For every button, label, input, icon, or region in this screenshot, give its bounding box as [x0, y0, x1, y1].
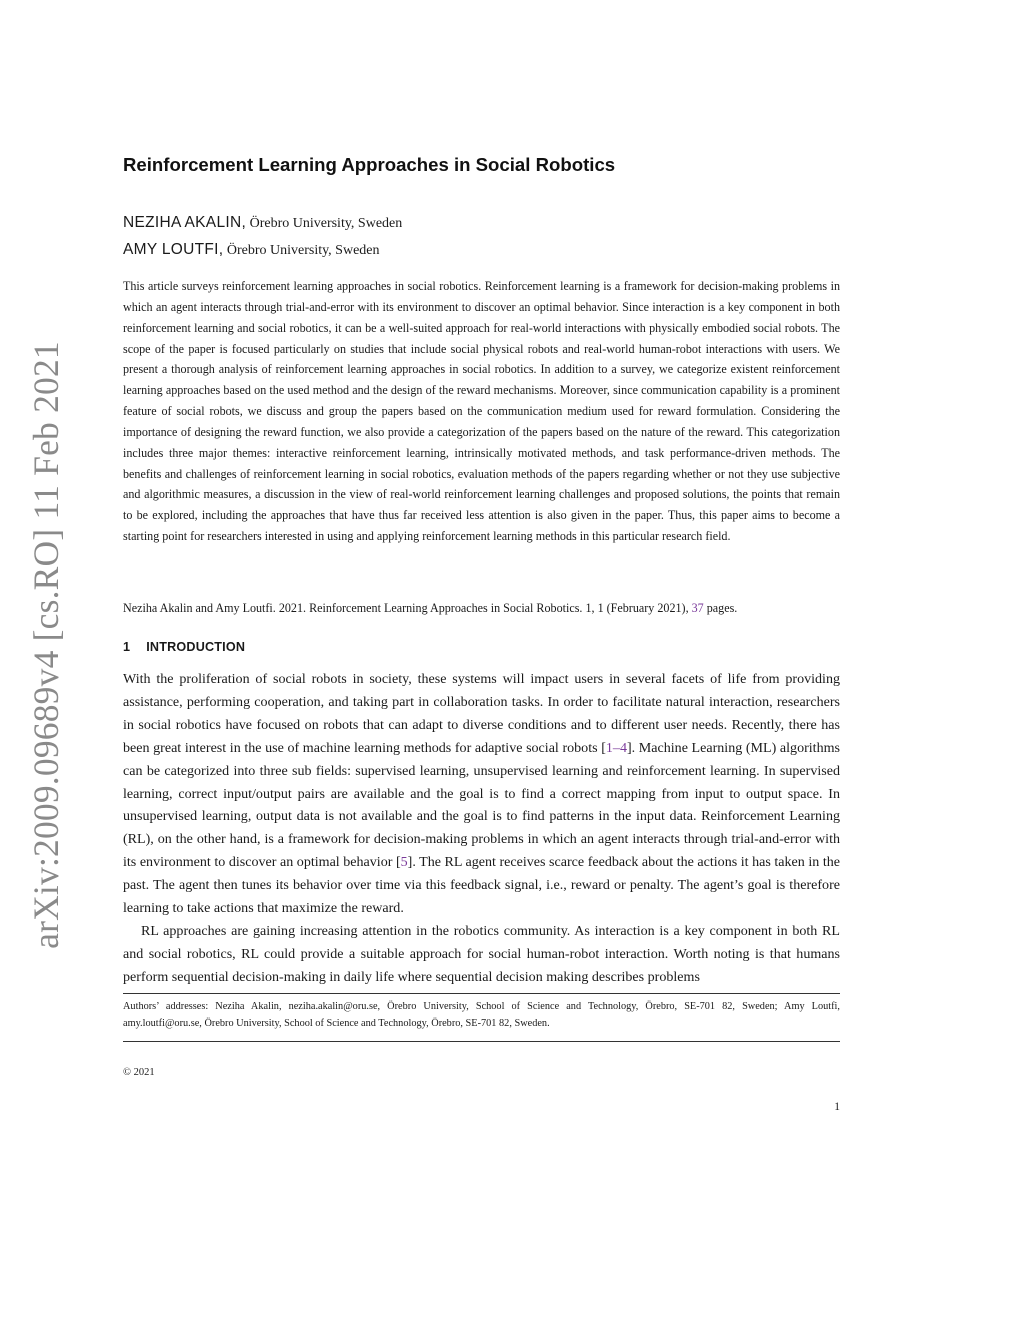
- paragraph-text: ]. Machine Learning (ML) algorithms can be categorized into three sub fields: supervised learning, unsupervised learning and reinforcement learning. In supervised learning, correct input/output pairs are available and the goal is to find a correct mapping from input to output space. In unsupervised learning, output data is not available and the goal is to find patterns in the input data. Reinforcement Learning (RL), on the other hand, is a framework for decision-making problems in which an agent interacts through trial-and-error with its environment to discover an optimal behavior [: [123, 739, 840, 871]
- introduction-body: [123, 668, 840, 989]
- section-title: INTRODUCTION: [146, 640, 246, 654]
- arxiv-identifier-stamp: arXiv:2009.09689v4 [cs.RO] 11 Feb 2021: [26, 341, 66, 949]
- paragraph-text: ]. The RL agent receives scarce feedback about the actions it has taken in the past. The agent then tunes its behavior over time via this feedback signal, i.e., reward or penalty. The agent’s goal is therefore learning to take actions that maximize the reward.: [123, 854, 840, 917]
- paragraph: [123, 668, 840, 920]
- copyright-notice: © 2021: [123, 1067, 155, 1078]
- section-heading-introduction: [123, 640, 840, 654]
- author-affiliation: Örebro University, Sweden: [249, 216, 403, 231]
- section-number: 1: [123, 640, 131, 654]
- author-name: AMY LOUTFI,: [123, 241, 224, 258]
- acm-reference-format: [123, 599, 840, 617]
- citation-link-1-4[interactable]: 1–4: [605, 739, 627, 756]
- citation-text: Neziha Akalin and Amy Loutfi. 2021. Reinforcement Learning Approaches in Social Robotics. 1, 1 (February 2021),: [123, 601, 692, 615]
- author-name: NEZIHA AKALIN,: [123, 214, 247, 231]
- footnote-divider: [123, 993, 840, 994]
- citation-link-5[interactable]: 5: [400, 854, 408, 871]
- paragraph-text: With the proliferation of social robots in society, these systems will impact users in several facets of life from providing assistance, performing cooperation, and taking part in collaboration tasks. In order to facilitate natural interaction, researchers in social robotics have focused on robots that can adapt to diverse conditions and to different user needs. Recently, there has been great interest in the use of machine learning methods for adaptive social robots [: [123, 671, 840, 756]
- author-affiliation: Örebro University, Sweden: [226, 243, 380, 258]
- pages-link[interactable]: 37: [691, 601, 704, 615]
- citation-suffix: pages.: [703, 601, 738, 615]
- footnote-divider: [123, 1041, 840, 1042]
- authors-addresses: Authors’ addresses: Neziha Akalin, neziha.akalin@oru.se, Örebro University, School of Science and Technology, Örebro, SE-701 82, Sweden; Amy Loutfi, amy.loutfi@oru.se, Örebro University, School of Science and Technology, Örebro, SE-701 82, Sweden.: [123, 1001, 840, 1029]
- author-line: [123, 240, 840, 261]
- author-line: [123, 213, 840, 234]
- page-number: 1: [834, 1101, 840, 1113]
- paragraph: RL approaches are gaining increasing attention in the robotics community. As interaction is a key component in both RL and social robotics, RL could provide a suitable approach for social human-robot interaction. Worth noting is that humans perform sequential decision-making in daily life where sequential decision making describes problems: [123, 922, 840, 985]
- abstract: This article surveys reinforcement learning approaches in social robotics. Reinforcement learning is a framework for decision-making problems in which an agent interacts through trial-and-error with its environment to discover an optimal behavior. Since interaction is a key component in both reinforcement learning and social robotics, it can be a well-suited approach for real-world interactions with physically embodied social robots. The scope of the paper is focused particularly on studies that include social physical robots and real-world human-robot interactions with users. We present a thorough analysis of reinforcement learning approaches in social robotics. In addition to a survey, we categorize existent reinforcement learning approaches based on the used method and the design of the reward mechanisms. Moreover, since communication capability is a prominent feature of social robots, we discuss and group the papers based on the communication medium used for reward formulation. Considering the importance of designing the reward function, we also provide a categorization of the papers based on the nature of the reward. This categorization includes three major themes: interactive reinforcement learning, intrinsically motivated methods, and task performance-driven methods. The benefits and challenges of reinforcement learning in social robotics, evaluation methods of the papers regarding whether or not they use subjective and algorithmic measures, a discussion in the view of real-world reinforcement learning challenges and proposed solutions, the points that remain to be explored, including the approaches that have thus far received less attention is also given in the paper. Thus, this paper aims to become a starting point for researchers interested in using and applying reinforcement learning methods in this particular research field.: [123, 279, 840, 544]
- paper-title: Reinforcement Learning Approaches in Social Robotics: [123, 154, 616, 175]
